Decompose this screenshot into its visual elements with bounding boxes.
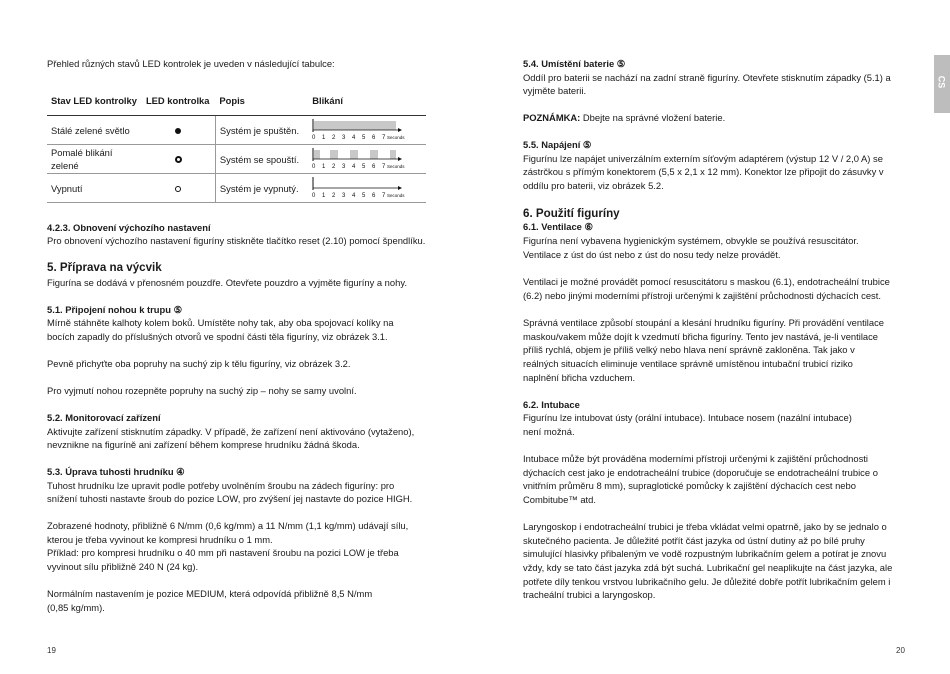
table-row [47, 116, 426, 145]
section-5-text: Figurína se dodává v přenosném pouzdře. Otevřete pouzdro a vyjměte figuríny a nohy. [47, 277, 407, 288]
section-6-1-line: Správná ventilace způsobí stoupání a klesání hrudníku figuríny. Při provádění ventilace [523, 317, 884, 328]
section-5-3-line: kterou je třeba vyvinout ke kompresi hrudníku o 1 mm. [47, 534, 273, 545]
row-state: Vypnutí [47, 174, 142, 203]
seconds-label: Seconds [387, 135, 405, 140]
section-6-1-line: maskou/vakem může dojít k vzedmutí břicha figuríny. Tento jev nastává, je-li ventilace [523, 331, 879, 342]
section-6-2-line: vždy, kdy se tato část jazyka zdá být suchá. Lubrikační gel neaplikujte na část jazyka, ale [523, 562, 893, 573]
section-5-3-line: Tuhost hrudníku lze upravit podle potřeby uvolněním šroubu na zádech figuríny: pro [47, 480, 395, 491]
tick-label: 0 [312, 193, 316, 198]
note-label: POZNÁMKA: [523, 112, 581, 123]
tick-label: 3 [342, 193, 346, 198]
section-5-3-line: Zobrazené hodnoty, přibližně 6 N/mm (0,6 kg/mm) a 11 N/mm (1,1 kg/mm) udávají sílu, [47, 520, 409, 531]
tick-label: 2 [332, 164, 336, 169]
tick-label: 6 [372, 164, 376, 169]
blink-diagram-cell [308, 116, 426, 145]
section-4-2-3-text: Pro obnovení výchozího nastavení figuríny stiskněte tlačítko reset (2.10) pomocí špendlíku. [47, 235, 426, 246]
tick-label: 6 [372, 135, 376, 140]
blink-on-bar [350, 150, 358, 159]
blink-on-bar [390, 150, 396, 159]
row-desc: Systém je spuštěn. [215, 116, 308, 145]
tick-label: 7 [382, 135, 386, 140]
section-6-1-line: Ventilaci je možné provádět pomocí resuscitátoru s maskou (6.1), endotracheální trubice [523, 276, 890, 287]
tick-label: 7 [382, 193, 386, 198]
section-5-3-line: Normálním nastavením je pozice MEDIUM, která odpovídá přibližně 8,5 N/mm [47, 588, 373, 599]
section-5-1-line: Mírně stáhněte kalhoty kolem boků. Umístěte nohy tak, aby oba spojovací kolíky na [47, 317, 394, 328]
section-5-3-title: 5.3. Úprava tuhosti hrudníku ④ [47, 466, 185, 477]
section-5-1-para: Pevně přichyťte oba popruhy na suchý zip k tělu figuríny, viz obrázek 3.2. [47, 358, 351, 369]
blink-diagram-cell [308, 145, 426, 174]
right-page [475, 0, 950, 674]
tick-label: 4 [352, 193, 356, 198]
tick-label: 1 [322, 135, 326, 140]
solid-dot-icon [175, 128, 181, 134]
axis-arrow [398, 128, 402, 132]
tick-label: 5 [362, 164, 366, 169]
tick-label: 3 [342, 164, 346, 169]
section-6-1-line: Figurína není vybavena hygienickým systémem, obvykle se používá resuscitátor. [523, 235, 859, 246]
section-6-2-title: 6.2. Intubace [523, 399, 580, 410]
row-state: Pomalé blikání zelené [47, 145, 142, 174]
blink-on-bar [314, 150, 320, 159]
tick-label: 2 [332, 193, 336, 198]
section-5-5-line: zástrčkou s přímým konektorem (5,5 x 2,1 x 12 mm). Konektor lze připojit do zásuvky v [523, 166, 884, 177]
led-status-table [47, 85, 426, 203]
blink-on-bar [370, 150, 378, 159]
tick-label: 0 [312, 135, 316, 140]
blink-off-diagram [312, 176, 412, 198]
row-state: Stálé zelené světlo [47, 116, 142, 145]
axis-ticks [312, 193, 386, 198]
section-5-3-line: (0,85 kg/mm). [47, 602, 105, 613]
table-header-row [47, 85, 426, 116]
section-6-2-line: Laryngoskop i endotracheální trubici je třeba vkládat velmi opatrně, jako by se jednalo o [523, 521, 887, 532]
section-5-5-line: oddílu pro baterii, viz obrázek 5.2. [523, 180, 664, 191]
section-5-3-line: vyvinout sílu přibližně 240 N (24 kg). [47, 561, 199, 572]
language-tab-label: CS [936, 75, 947, 89]
seconds-label: Seconds [387, 193, 405, 198]
tick-label: 5 [362, 135, 366, 140]
section-6-1-line: reálných situacích eliminuje ventilace správně umístěnou intubační trubicí riziko [523, 358, 853, 369]
axis-ticks [312, 164, 386, 169]
note [523, 111, 725, 125]
tick-label: 4 [352, 164, 356, 169]
section-6-title: 6. Použití figuríny [523, 207, 620, 220]
section-6-1-line: (6.2) nebo jinými moderními přístroji určenými k zajištění průchodnosti dýchacích cest. [523, 290, 881, 301]
tick-label: 1 [322, 164, 326, 169]
tick-label: 3 [342, 135, 346, 140]
section-6-1-line: naplnění břicha vzduchem. [523, 372, 636, 383]
tick-label: 5 [362, 193, 366, 198]
tick-label: 1 [322, 193, 326, 198]
note-text: Dbejte na správné vložení baterie. [580, 112, 726, 123]
table-header-led: LED kontrolka [142, 85, 215, 116]
blink-on-bar [314, 121, 396, 130]
language-tab [934, 55, 950, 113]
tick-label: 7 [382, 164, 386, 169]
section-6-2-line: není možná. [523, 426, 575, 437]
section-5-title: 5. Příprava na výcvik [47, 261, 162, 274]
section-5-5-line: Figurínu lze napájet univerzálním externím síťovým adaptérem (výstup 12 V / 2,0 A) se [523, 153, 883, 164]
section-5-2-line: nevznikne na figuríně ani zařízení během komprese hrudníku žádná škoda. [47, 439, 360, 450]
section-6-2-line: dýchacích cest jako je endotracheální trubice (doporučuje se endotracheální trubice o [523, 467, 878, 478]
section-5-3-line: Příklad: pro kompresi hrudníku o 40 mm při nastavení šroubu na pozici LOW je třeba [47, 547, 399, 558]
section-6-2-line: skutečného pacienta. Je důležité potřít část jazyka od ústní dutiny až po bílé pruhy [523, 535, 865, 546]
section-5-3-line: snížení tuhosti nastavte šroub do pozice LOW, pro zvýšení jej nastavte do pozice HIGH. [47, 493, 413, 504]
table-header-state: Stav LED kontrolky [47, 85, 142, 116]
ring-icon [175, 186, 181, 192]
section-6-2-line: Figurínu lze intubovat ústy (orální intubace). Intubace nosem (nazální intubace) [523, 412, 852, 423]
section-4-2-3-title: 4.2.3. Obnovení výchozího nastavení [47, 222, 211, 233]
ring-dot-icon [175, 156, 182, 163]
row-desc: Systém je vypnutý. [215, 174, 308, 203]
axis-ticks [312, 135, 386, 140]
section-5-1-title: 5.1. Připojení nohou k trupu ⑤ [47, 304, 182, 315]
row-desc: Systém se spouští. [215, 145, 308, 174]
table-header-blink: Blikání [308, 85, 426, 116]
section-5-1-para: Pro vyjmutí nohou rozepněte popruhy na suchý zip – nohy se samy uvolní. [47, 385, 357, 396]
tick-label: 2 [332, 135, 336, 140]
seconds-label: Seconds [387, 164, 405, 169]
table-row [47, 145, 426, 174]
section-5-4-line: vyjměte baterii. [523, 85, 587, 96]
blink-on-bar [330, 150, 338, 159]
section-5-1-line: bocích zapadly do příslušných otvorů ve spodní části těla figuríny, viz obrázek 3.1. [47, 331, 388, 342]
section-6-2-line: Combitube™ atd. [523, 494, 596, 505]
axis-arrow [398, 186, 402, 190]
section-6-1-line: Ventilace z úst do úst nebo z úst do nosu tedy nelze provádět. [523, 249, 781, 260]
blink-diagram-cell [308, 174, 426, 203]
table-header-desc: Popis [215, 85, 308, 116]
section-6-1-title: 6.1. Ventilace ⑥ [523, 221, 593, 232]
page-number: 19 [47, 646, 56, 655]
section-5-2-title: 5.2. Monitorovací zařízení [47, 412, 161, 423]
section-6-1-line: příliš rychlá, objem je příliš velký nebo hlava není správně zakloněna. Tak jako v [523, 344, 855, 355]
section-5-5-title: 5.5. Napájení ⑤ [523, 139, 592, 150]
tick-label: 0 [312, 164, 316, 169]
table-row [47, 174, 426, 203]
intro-text: Přehled různých stavů LED kontrolek je uveden v následující tabulce: [47, 58, 335, 69]
section-5-4-line: Oddíl pro baterii se nachází na zadní straně figuríny. Otevřete stisknutím západky (5.1) a [523, 72, 891, 83]
tick-label: 4 [352, 135, 356, 140]
section-6-2-line: Intubace může být prováděna moderními přístroji určenými k zajištění průchodnosti [523, 453, 868, 464]
section-6-2-line: simulující hlasivky přibaleným ve vodě rozpustným lubrikačním gelem a potírat je znovu [523, 548, 887, 559]
blink-continuous-diagram [312, 118, 412, 140]
blink-pulses-diagram [312, 147, 412, 169]
section-5-4-title: 5.4. Umístění baterie ⑤ [523, 58, 626, 69]
page-number: 20 [896, 646, 905, 655]
tick-label: 6 [372, 193, 376, 198]
section-5-2-line: Aktivujte zařízení stisknutím západky. V případě, že zařízení není aktivováno (vytaženo), [47, 426, 415, 437]
section-6-2-line: potřete díly tenkou vrstvou lubrikačního gelu. Je důležité dobře potřít lubrikačním gelem i [523, 576, 891, 587]
axis-arrow [398, 157, 402, 161]
section-6-2-line: vnitřním průměru 8 mm), supraglotické pomůcky k zajištění dýchacích cest nebo [523, 480, 856, 491]
section-6-2-line: tracheální trubici a laryngoskop. [523, 589, 656, 600]
